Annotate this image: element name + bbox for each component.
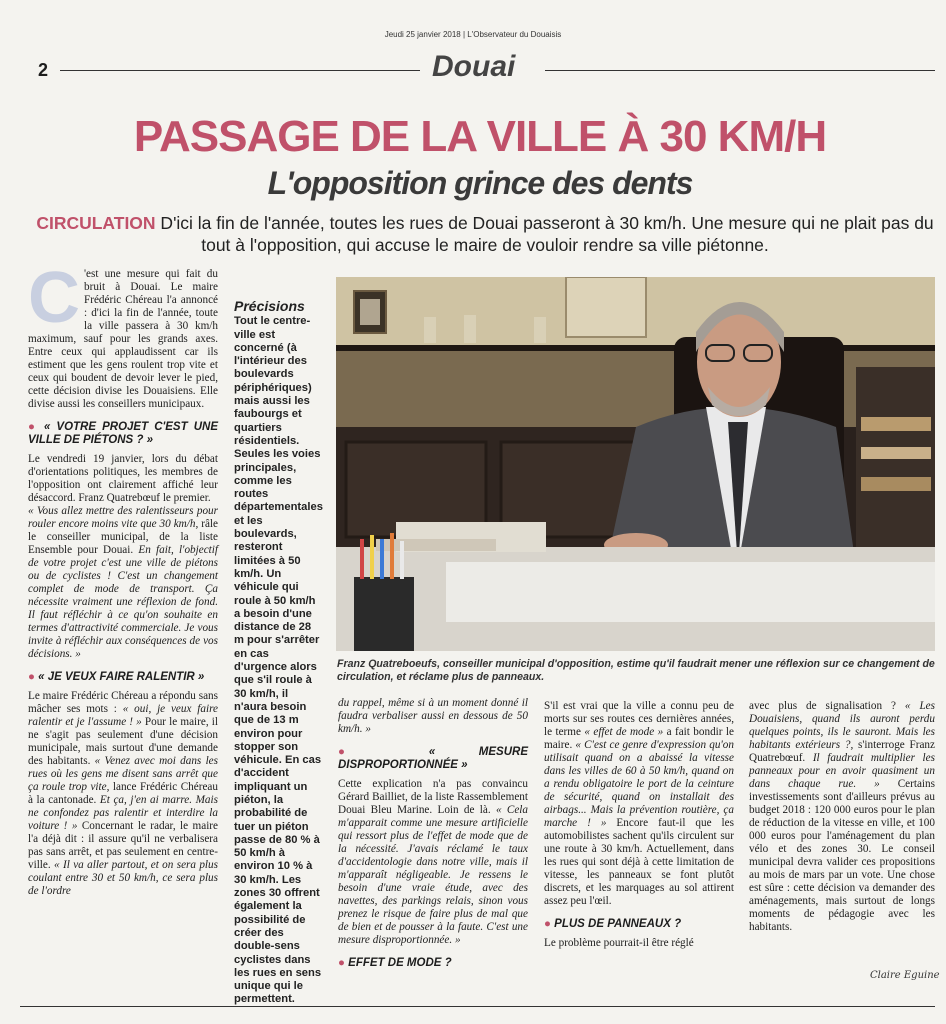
subheading-text: EFFET DE MODE ? (348, 957, 452, 969)
article-column-4 (544, 700, 734, 950)
author-signature: Claire Eguine (870, 970, 940, 981)
subheadline: L'opposition grince des dents (267, 165, 693, 201)
bullet-dot-icon: ● (28, 421, 38, 433)
headline: PASSAGE DE LA VILLE À 30 KM/H (133, 112, 827, 161)
paragraph: avec plus de signalisation ? (749, 700, 896, 712)
paragraph: Encore faut-il que les automobilistes sachent qu'ils circulent sur une route à 30 km/h. Actuellement, dans les rues qui sont déjà à cette limitation de vitesse, les panneaux se font plutôt discrets, et les marquages au sol attirent assez peu l'œil. (544, 817, 734, 907)
quote: « Les Douaisiens, quand ils auront perdu quelques points, ils le sauront. Mais les habitants extérieurs ?, (749, 700, 935, 751)
paragraph: s'interroge Franz Quatrebœuf. (749, 739, 935, 764)
precisions-sidebar (234, 300, 322, 1007)
subheading-fashion-effect (338, 957, 528, 970)
paragraph: râle le conseiller municipal, de la liste Ensemble pour Douai. (28, 518, 218, 556)
quote: « oui, je veux faire ralentir et je l'assume ! » (28, 703, 218, 728)
quote: du rappel, même si à un moment donné il faudra verbaliser aussi en dessous de 50 km/h. » (338, 697, 528, 735)
paragraph: Concernant le radar, le maire l'a déjà dit : il assure qu'il ne verbalisera pas sans arrêt, et pas seulement en centre-ville. (28, 820, 218, 871)
quote: « C'est ce genre d'expression qu'on utilisait quand on a abaissé la vitesse dans les villes de 60 à 50 km/h, quand on a rendu obligatoire le port de la ceinture de sécurité, quand on installait des airbags... Mais la prévention routière, ça marche ! » (544, 739, 734, 829)
paragraph: lance Frédéric Chéreau à la cantonade. (28, 781, 218, 806)
bullet-dot-icon: ● (544, 918, 551, 930)
subheading-text: « VOTRE PROJET C'EST UNE VILLE DE PIÉTONS ? » (28, 421, 218, 446)
sidebar-text: Tout le centre-ville est concerné (à l'intérieur des boulevards périphériques) mais aussi les faubourgs et quartiers résidentiels. Seules les voies principales, comme les routes départementales et les boulevards, resteront limitées à 50 km/h. Un véhicule qui roule à 50 km/h a besoin d'une distance de 28 m pour s'arrêter en cas d'urgence alors que s'il roule à 30 km/h, il n'aura besoin que de 13 m environ pour stopper son véhicule. En cas d'accident impliquant un piéton, la probabilité de tuer un piéton passe de 80 % à 50 km/h à environ 10 % à 30 km/h. Les zones 30 offrent également la possibilité de créer des double-sens cyclistes dans les rues en sens unique qui le permettent. (234, 315, 323, 1006)
paragraph: Le vendredi 19 janvier, lors du débat d'orientations politiques, les membres de l'opposition ont clairement affiché leur désaccord. Franz Quatrebœuf le premier. (28, 453, 218, 504)
article-column-1 (28, 258, 219, 898)
quote: « Vous allez mettre des ralentisseurs pour rouler encore moins vite que 30 km/h, (28, 505, 218, 530)
page-number: 2 (38, 60, 49, 80)
paragraph: Pour le maire, il ne s'agit pas seulement d'une décision municipale, mais surtout d'une demande des habitants. (28, 716, 218, 767)
header-rule-left (60, 70, 420, 71)
article-column-3 (338, 697, 528, 976)
intro-text: D'ici la fin de l'année, toutes les rues de Douai passeront à 30 km/h. Une mesure qui ne plait pas du tout à l'opposition, qui accuse le maire de vouloir rendre sa ville piétonne. (155, 213, 934, 255)
header-rule-right (545, 70, 935, 71)
paragraph: Certains investissements sont d'ailleurs prévus au budget 2018 : 120 000 euros pour le plan de réduction de la vitesse en ville, et 100 000 euros pour l'aménagement du plan vélo et des zones 30. Le conseil municipal devra valider ces propositions au mois de mars par un vote. (749, 778, 935, 881)
subheading-more-signs (544, 918, 734, 931)
quote: En fait, l'objectif de votre projet c'est une ville de piétons ou de cyclistes ! C'est un changement complet de mode de transport. Ça nécessite vraiment une réflexion de fond. Il faut réfléchir à ce qu'on souhaite en termes d'attractivité commerciale. Je vous invite à réfléchir aux conséquences de vos décisions. » (28, 544, 219, 660)
subheading-text: « JE VEUX FAIRE RALENTIR » (38, 671, 205, 683)
article-photo (336, 277, 935, 651)
quote: « Il va aller partout, et on sera plus coulant entre 30 et 50 km/h, ce sera plus de l'ordre (28, 859, 218, 897)
paragraph: Une chose est sûre : cette décision va demander des aménagements, mais surtout de longs moments de pédagogie avec les habitants. (749, 869, 935, 933)
councillor-photo-illustration (336, 277, 935, 651)
bottom-rule (20, 1006, 935, 1007)
quote: Et ça, j'en ai marre. Mais ne confondez pas ralentir et interdire la voiture ! » (28, 794, 218, 832)
bullet-dot-icon: ● (28, 671, 35, 683)
subheading-slow-down (28, 671, 218, 684)
quote: Il faudrait multiplier les panneaux pour en avoir quasiment un dans chaque rue. » (749, 752, 935, 790)
paragraph: a fait bondir le maire. (544, 726, 734, 751)
intro-kicker: CIRCULATION (36, 213, 156, 233)
article-column-5 (749, 700, 935, 934)
quote: « effet de mode » (580, 726, 664, 738)
paragraph: S'il est vrai que la ville a connu peu de morts sur ses routes ces dernières années, le terme (544, 700, 734, 738)
paragraph: Le maire Frédéric Chéreau a répondu sans mâcher ses mots : (28, 690, 218, 715)
quote: « Cela m'apparait comme une mesure artificielle qui ressort plus de l'effet de mode que de la nécessité. J'avais réclamé le taux d'accidentologie dans notre ville, mais il m'apparaît négligeable. Je ressens le besoin d'une vraie étude, avec des navettes, des parkings relais, sinon vous prenez le risque de faire plus de mal que de bien et de pousser à la faute. C'est une mesure disproportionnée. » (338, 804, 528, 946)
lead-paragraph: 'est une mesure qui fait du bruit à Douai. Le maire Frédéric Chéreau l'a annoncé : d'ici la fin de l'année, toute la ville passera à 30 km/h maximum, sauf pour les grands axes. Entre ceux qui applaudissent car ils estiment que les gens roulent trop vite et ceux qui boudent de devoir lever le pied, cette décision divise les Douaisiens. Elle divise aussi les conseillers municipaux. (28, 268, 218, 410)
bullet-dot-icon: ● (338, 957, 345, 969)
paragraph: Le problème pourrait-il être réglé (544, 937, 694, 949)
subheading-text: « MESURE DISPROPORTIONNÉE » (338, 746, 528, 771)
sidebar-title: Précisions (234, 298, 305, 314)
date-line: Jeudi 25 janvier 2018 | L'Observateur du Douaisis (384, 30, 562, 39)
section-name: Douai (432, 50, 516, 83)
subheading-pedestrian-city (28, 421, 218, 447)
intro-paragraph (30, 212, 940, 256)
bullet-dot-icon: ● (338, 746, 386, 758)
subheading-disproportionate (338, 746, 528, 772)
dropcap: C (28, 258, 80, 338)
subheading-text: PLUS DE PANNEAUX ? (554, 918, 682, 930)
photo-caption: Franz Quatreboeufs, conseiller municipal d'opposition, estime qu'il faudrait mener une réflexion sur ce changement de circulation, et réclame plus de panneaux. (337, 658, 935, 683)
quote: « Venez avec moi dans les rues où les gens me disent sans arrêt que ça roule trop vite, (28, 755, 218, 793)
paragraph: Cette explication n'a pas convaincu Gérard Bailliet, de la liste Rassemblement Douai Bleu Marine. Loin de là. (338, 778, 528, 816)
